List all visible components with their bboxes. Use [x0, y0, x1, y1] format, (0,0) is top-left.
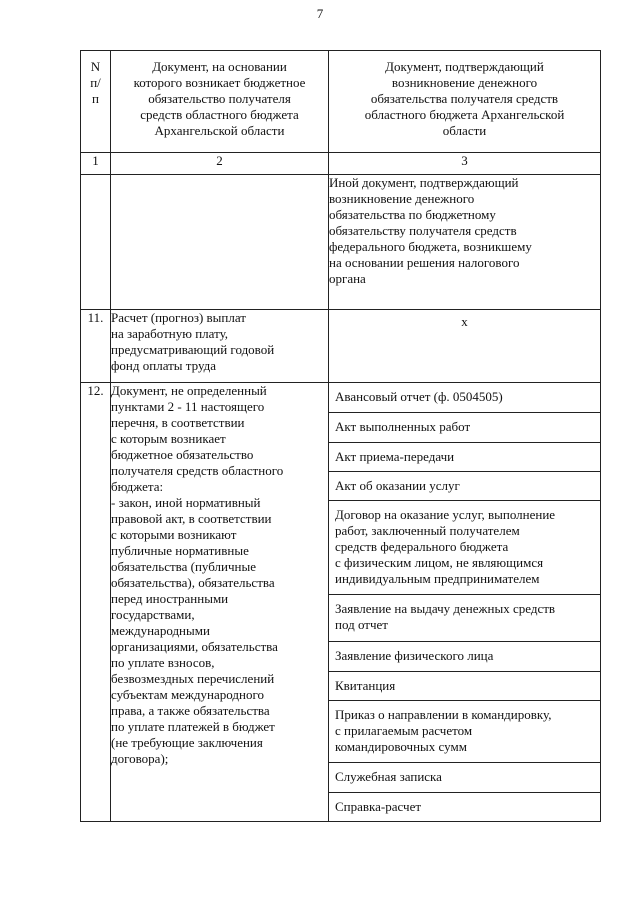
confirming-doc-item: Квитанция: [329, 672, 600, 701]
confirming-doc-item: Приказ о направлении в командировку, с прилагаемым расчетом командировочных сумм: [329, 701, 600, 763]
row-number: 12.: [81, 383, 111, 822]
row-basis: Документ, не определенный пунктами 2 - 11 настоящего перечня, в соответствии с которым возникает бюджетное обязательство получателя средств областного бюджета: - закон, иной нормативный правовой акт, в соответствии с которыми возникают публичные нормативные обязательства (публичные обязательства), обязательства перед иностранными государствами, международными организациями, обязательства по уплате взносов, безвозмездных перечислений субъектам международного права, а также обязательства по уплате платежей в бюджет (не требующие заключения договора);: [111, 383, 329, 822]
row-confirming: Иной документ, подтверждающий возникновение денежного обязательства по бюджетному обязательству получателя средств федерального бюджета, возникшему на основании решения налогового органа: [329, 175, 601, 310]
table-row: [81, 175, 601, 310]
page-number: 7: [316, 6, 324, 21]
confirming-doc-item: Служебная записка: [329, 763, 600, 793]
confirming-doc-item: Заявление физического лица: [329, 642, 600, 672]
confirming-doc-item: Акт выполненных работ: [329, 413, 600, 443]
confirming-doc-item: Акт об оказании услуг: [329, 472, 600, 501]
header-col-basis: [111, 51, 329, 153]
table-header-row: [81, 51, 601, 153]
header-col-confirming-text: Документ, подтверждающий возникновение денежного обязательства получателя средств областного бюджета Архангельской области: [364, 59, 565, 138]
table-row: [81, 310, 601, 383]
table-row: [81, 383, 601, 822]
row-confirming-list: [329, 383, 601, 822]
row-number: [81, 175, 111, 310]
confirming-doc-item: Акт приема-передачи: [329, 443, 600, 472]
column-number-row: [81, 153, 601, 175]
row-number: 11.: [81, 310, 111, 383]
header-col-confirming: [329, 51, 601, 153]
column-number-3: 3: [329, 153, 601, 175]
header-col-number: [81, 51, 111, 153]
column-number-2: 2: [111, 153, 329, 175]
confirming-doc-item: Договор на оказание услуг, выполнение работ, заключенный получателем средств федерального бюджета с физическим лицом, не являющимся индивидуальным предпринимателем: [329, 501, 600, 595]
column-number-1: 1: [81, 153, 111, 175]
header-col-number-text: N п/п: [90, 59, 101, 106]
confirming-doc-item: Авансовый отчет (ф. 0504505): [329, 383, 600, 413]
row-basis: Расчет (прогноз) выплат на заработную плату, предусматривающий годовой фонд оплаты труда: [111, 310, 329, 383]
document-table: [80, 50, 601, 822]
header-col-basis-text: Документ, на основании которого возникает бюджетное обязательство получателя средств областного бюджета Архангельской области: [133, 59, 306, 138]
confirming-doc-item: Справка-расчет: [335, 799, 422, 814]
row-basis: [111, 175, 329, 310]
row-confirming: х: [329, 310, 601, 383]
confirming-doc-item: Заявление на выдачу денежных средств под отчет: [329, 595, 600, 642]
